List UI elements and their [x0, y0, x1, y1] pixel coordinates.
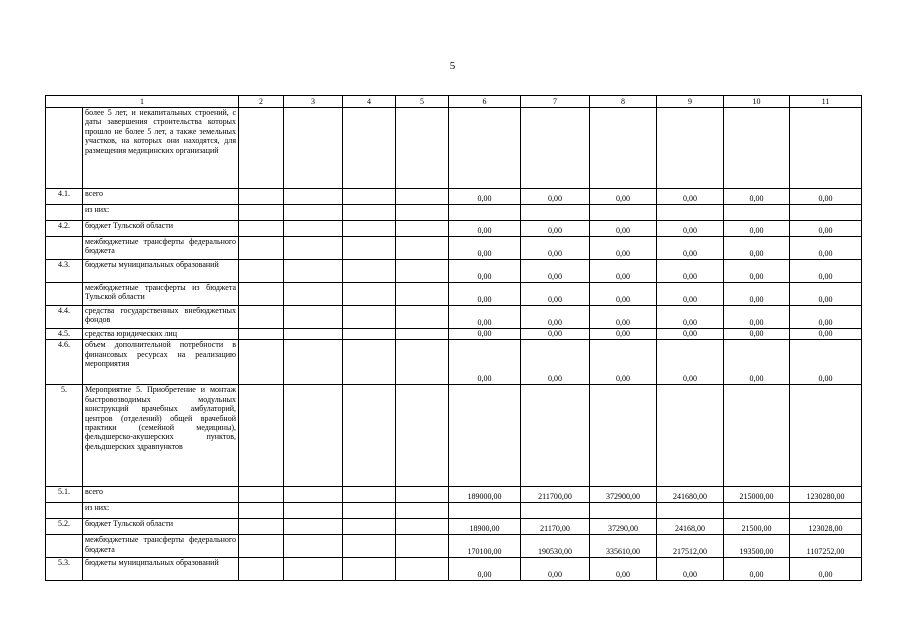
value-cell: 0,00 [790, 558, 862, 581]
value-cell: 241680,00 [657, 487, 724, 503]
header-cell: 6 [449, 96, 521, 108]
value-cell [521, 205, 590, 221]
header-cell: 3 [284, 96, 343, 108]
value-cell: 0,00 [657, 558, 724, 581]
value-cell: 0,00 [657, 189, 724, 205]
value-cell: 0,00 [590, 329, 657, 340]
row-number-cell: 4.6. [46, 340, 83, 385]
row-description-cell: Мероприятие 5. Приобретение и монтаж быстровозводимых модульных конструкций врачебных амбулаторий, центров (отделений) общей врачебной практики (семейной медицины), фельдшерско-акушерских пунктов, фельдшерских здравпунктов [83, 385, 239, 487]
value-cell: 0,00 [724, 189, 790, 205]
value-cell [790, 503, 862, 519]
empty-cell [396, 283, 449, 306]
value-cell: 0,00 [521, 558, 590, 581]
row-description-cell: межбюджетные трансферты федерального бюджета [83, 237, 239, 260]
table-row [46, 558, 862, 581]
empty-cell [396, 189, 449, 205]
empty-cell [343, 519, 396, 535]
budget-table [45, 95, 862, 581]
value-cell: 0,00 [724, 237, 790, 260]
value-cell [724, 108, 790, 189]
value-cell [449, 385, 521, 487]
value-cell: 0,00 [590, 283, 657, 306]
row-description-cell: бюджет Тульской области [83, 519, 239, 535]
empty-cell [284, 329, 343, 340]
value-cell: 0,00 [449, 283, 521, 306]
empty-cell [396, 519, 449, 535]
value-cell: 0,00 [521, 340, 590, 385]
value-cell [724, 503, 790, 519]
empty-cell [239, 535, 284, 558]
empty-cell [239, 108, 284, 189]
value-cell: 0,00 [449, 340, 521, 385]
value-cell: 0,00 [657, 340, 724, 385]
row-description-cell: более 5 лет, и некапитальных строений, с даты завершения строительства которых прошло не более 5 лет, а также земельных участков, на которых они находятся, для размещения медицинских организаций [83, 108, 239, 189]
value-cell: 0,00 [724, 329, 790, 340]
row-number-cell: 5.3. [46, 558, 83, 581]
empty-cell [343, 221, 396, 237]
empty-cell [239, 189, 284, 205]
empty-cell [284, 385, 343, 487]
empty-cell [343, 108, 396, 189]
value-cell: 0,00 [449, 329, 521, 340]
value-cell: 0,00 [724, 306, 790, 329]
value-cell: 0,00 [521, 221, 590, 237]
empty-cell [239, 340, 284, 385]
empty-cell [343, 385, 396, 487]
table-row [46, 221, 862, 237]
row-number-cell [46, 503, 83, 519]
value-cell: 215000,00 [724, 487, 790, 503]
value-cell: 189000,00 [449, 487, 521, 503]
row-number-cell: 4.5. [46, 329, 83, 340]
empty-cell [284, 558, 343, 581]
empty-cell [284, 283, 343, 306]
value-cell [521, 503, 590, 519]
empty-cell [239, 283, 284, 306]
value-cell: 0,00 [790, 340, 862, 385]
empty-cell [239, 205, 284, 221]
value-cell: 1107252,00 [790, 535, 862, 558]
value-cell [521, 385, 590, 487]
value-cell [449, 205, 521, 221]
value-cell [790, 205, 862, 221]
value-cell: 0,00 [657, 221, 724, 237]
value-cell: 0,00 [790, 189, 862, 205]
empty-cell [396, 503, 449, 519]
row-number-cell: 4.2. [46, 221, 83, 237]
row-number-cell: 5. [46, 385, 83, 487]
table-row [46, 329, 862, 340]
row-description-cell: всего [83, 487, 239, 503]
empty-cell [284, 221, 343, 237]
value-cell: 372900,00 [590, 487, 657, 503]
empty-cell [284, 260, 343, 283]
row-number-cell [46, 535, 83, 558]
value-cell: 0,00 [590, 306, 657, 329]
row-number-cell: 5.1. [46, 487, 83, 503]
table-row [46, 385, 862, 487]
empty-cell [239, 487, 284, 503]
value-cell: 0,00 [657, 283, 724, 306]
row-number-cell [46, 283, 83, 306]
value-cell: 0,00 [449, 260, 521, 283]
table-row [46, 108, 862, 189]
value-cell: 24168,00 [657, 519, 724, 535]
table-row [46, 189, 862, 205]
value-cell: 0,00 [657, 260, 724, 283]
value-cell: 0,00 [724, 260, 790, 283]
row-description-cell: объем дополнительной потребности в финансовых ресурсах на реализацию мероприятия [83, 340, 239, 385]
value-cell: 0,00 [590, 221, 657, 237]
value-cell: 0,00 [590, 558, 657, 581]
empty-cell [396, 260, 449, 283]
empty-cell [239, 237, 284, 260]
value-cell: 1230280,00 [790, 487, 862, 503]
value-cell: 0,00 [657, 329, 724, 340]
row-number-cell: 5.2. [46, 519, 83, 535]
value-cell: 18900,00 [449, 519, 521, 535]
empty-cell [284, 189, 343, 205]
value-cell: 0,00 [521, 237, 590, 260]
header-cell: 2 [239, 96, 284, 108]
empty-cell [343, 558, 396, 581]
value-cell: 0,00 [724, 283, 790, 306]
empty-cell [343, 340, 396, 385]
empty-cell [343, 283, 396, 306]
value-cell: 0,00 [521, 260, 590, 283]
empty-cell [396, 205, 449, 221]
empty-cell [396, 306, 449, 329]
empty-cell [239, 329, 284, 340]
value-cell [790, 385, 862, 487]
value-cell [724, 385, 790, 487]
table-row [46, 535, 862, 558]
row-description-cell: межбюджетные трансферты из бюджета Тульской области [83, 283, 239, 306]
header-row [46, 96, 862, 108]
row-number-cell [46, 205, 83, 221]
row-number-cell: 4.1. [46, 189, 83, 205]
page-number: 5 [449, 60, 456, 72]
row-description-cell: межбюджетные трансферты федерального бюджета [83, 535, 239, 558]
value-cell [790, 108, 862, 189]
value-cell [590, 503, 657, 519]
value-cell: 0,00 [590, 237, 657, 260]
empty-cell [239, 503, 284, 519]
value-cell: 0,00 [521, 306, 590, 329]
table-row [46, 487, 862, 503]
value-cell: 37290,00 [590, 519, 657, 535]
table-row [46, 503, 862, 519]
value-cell [657, 503, 724, 519]
row-description-cell: бюджеты муниципальных образований [83, 260, 239, 283]
row-description-cell: средства государственных внебюджетных фондов [83, 306, 239, 329]
row-description-cell: из них: [83, 205, 239, 221]
table-row [46, 283, 862, 306]
empty-cell [239, 260, 284, 283]
value-cell: 0,00 [521, 283, 590, 306]
value-cell: 0,00 [590, 189, 657, 205]
value-cell: 0,00 [790, 283, 862, 306]
row-description-cell: бюджет Тульской области [83, 221, 239, 237]
value-cell [449, 108, 521, 189]
value-cell: 0,00 [657, 306, 724, 329]
value-cell: 217512,00 [657, 535, 724, 558]
value-cell: 0,00 [449, 221, 521, 237]
empty-cell [284, 487, 343, 503]
empty-cell [396, 108, 449, 189]
value-cell [590, 108, 657, 189]
empty-cell [343, 260, 396, 283]
empty-cell [284, 306, 343, 329]
value-cell: 0,00 [724, 558, 790, 581]
value-cell: 0,00 [449, 237, 521, 260]
value-cell: 0,00 [449, 189, 521, 205]
value-cell [724, 205, 790, 221]
row-number-cell: 4.3. [46, 260, 83, 283]
table-row [46, 519, 862, 535]
value-cell: 0,00 [449, 306, 521, 329]
row-number-cell [46, 108, 83, 189]
row-description-cell: из них: [83, 503, 239, 519]
value-cell: 211700,00 [521, 487, 590, 503]
empty-cell [284, 503, 343, 519]
value-cell: 0,00 [590, 340, 657, 385]
empty-cell [396, 221, 449, 237]
table-row [46, 205, 862, 221]
empty-cell [396, 237, 449, 260]
value-cell: 193500,00 [724, 535, 790, 558]
table-row [46, 260, 862, 283]
value-cell: 21170,00 [521, 519, 590, 535]
empty-cell [239, 221, 284, 237]
header-cell: 10 [724, 96, 790, 108]
empty-cell [396, 535, 449, 558]
value-cell [590, 205, 657, 221]
value-cell: 0,00 [724, 221, 790, 237]
value-cell: 0,00 [521, 189, 590, 205]
header-cell: 5 [396, 96, 449, 108]
empty-cell [396, 385, 449, 487]
row-description-cell: всего [83, 189, 239, 205]
value-cell: 123028,00 [790, 519, 862, 535]
empty-cell [284, 108, 343, 189]
value-cell: 170100,00 [449, 535, 521, 558]
value-cell: 0,00 [449, 558, 521, 581]
table-body [46, 108, 862, 581]
empty-cell [343, 306, 396, 329]
empty-cell [343, 487, 396, 503]
empty-cell [239, 385, 284, 487]
value-cell [657, 205, 724, 221]
value-cell [449, 503, 521, 519]
header-cell: 7 [521, 96, 590, 108]
empty-cell [239, 306, 284, 329]
value-cell: 0,00 [724, 340, 790, 385]
empty-cell [284, 237, 343, 260]
table-row [46, 340, 862, 385]
empty-cell [343, 503, 396, 519]
value-cell: 0,00 [790, 329, 862, 340]
value-cell [657, 385, 724, 487]
value-cell: 0,00 [590, 260, 657, 283]
empty-cell [343, 189, 396, 205]
empty-cell [396, 329, 449, 340]
row-description-cell: бюджеты муниципальных образований [83, 558, 239, 581]
value-cell: 335610,00 [590, 535, 657, 558]
empty-cell [239, 558, 284, 581]
header-cell: 4 [343, 96, 396, 108]
table-row [46, 237, 862, 260]
empty-cell [284, 340, 343, 385]
row-number-cell: 4.4. [46, 306, 83, 329]
value-cell: 0,00 [790, 260, 862, 283]
empty-cell [396, 340, 449, 385]
empty-cell [343, 329, 396, 340]
value-cell: 0,00 [790, 306, 862, 329]
header-cell: 8 [590, 96, 657, 108]
empty-cell [396, 558, 449, 581]
row-number-cell [46, 237, 83, 260]
value-cell [590, 385, 657, 487]
empty-cell [396, 487, 449, 503]
value-cell: 0,00 [790, 221, 862, 237]
empty-cell [343, 205, 396, 221]
empty-cell [239, 519, 284, 535]
value-cell: 0,00 [790, 237, 862, 260]
empty-cell [284, 519, 343, 535]
value-cell: 21500,00 [724, 519, 790, 535]
value-cell [521, 108, 590, 189]
table-row [46, 306, 862, 329]
empty-cell [343, 237, 396, 260]
header-cell: 1 [46, 96, 239, 108]
header-cell: 11 [790, 96, 862, 108]
header-cell: 9 [657, 96, 724, 108]
empty-cell [284, 205, 343, 221]
value-cell: 0,00 [521, 329, 590, 340]
value-cell: 190530,00 [521, 535, 590, 558]
value-cell: 0,00 [657, 237, 724, 260]
value-cell [657, 108, 724, 189]
empty-cell [284, 535, 343, 558]
empty-cell [343, 535, 396, 558]
row-description-cell: средства юридических лиц [83, 329, 239, 340]
